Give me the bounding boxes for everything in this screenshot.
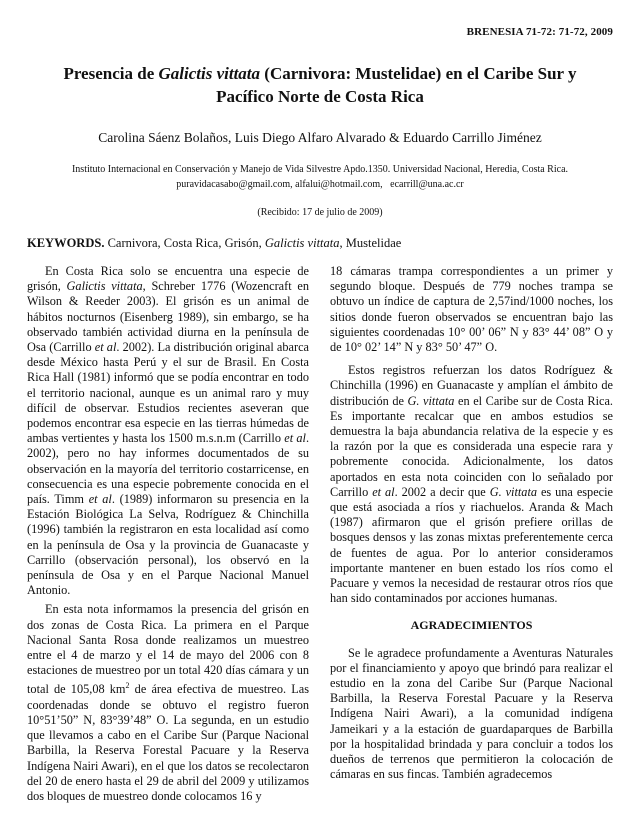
superscript: 2 [125,681,130,691]
title-species: Galictis vittata [158,64,261,83]
paragraph-study-continued [330,264,613,355]
paragraph-intro [27,264,309,598]
keywords-text-end: , Mustelidae [339,236,402,250]
affiliation-emails: puravidacasabo@gmail.com, alfalui@hotmail.com, ecarrill@una.ac.cr [176,179,464,190]
title-line-2: Pacífico Norte de Costa Rica [216,87,424,106]
authors: Carolina Sáenz Bolaños, Luis Diego Alfaro Alvarado & Eduardo Carrillo Jiménez [98,130,542,145]
et-al: et al [94,340,117,355]
paragraph-acknowledgements: Se le agradece profundamente a Aventuras Naturales por el financiamiento y apoyo que brindó para realizar el estudio en la zona del Caribe Sur (Parque Nacional Barbilla, la Reserva Forestal Pacuare y la Reserva Indígena Nairi Awari), a la comunidad indígena Jameikari y a la estación de guardaparques de Barbilla por la hospitalidad brindada y para concluir a todos los dueños de terrenos que permitieron la colocación de cámaras en sus fincas. También agradecemos [330,645,613,782]
et-al: et al [88,492,112,507]
column-right [330,264,613,787]
text-run: En Costa Rica solo se encuentra una especie de grisón, [27,264,309,294]
species-name: G. vittata [407,393,455,408]
species-name: G. vittata [489,484,538,499]
column-left [27,264,309,808]
et-al: et al [284,431,306,446]
paragraph-discussion [330,363,613,606]
text-run: , Schreber 1776 (Wozencraft en Wilson & Reeder 2003). El grisón es un animal de hábitos nocturnos (Eisenberg 1989), sin embargo, se ha observado también actividad diurna en la península de Osa (Carrillo [27,279,309,355]
affiliation-institution: Instituto Internacional en Conservación y Manejo de Vida Silvestre Apdo.1350. Universidad Nacional, Heredia, Costa Rica. [71,164,569,175]
paragraph-study [27,602,309,804]
text-run: 18 cámaras trampa correspondientes a un primer y segundo bloque. Después de 779 noches trampa se obtuvo un índice de captura de 2,57ind/1000 noches, los sitios donde fueron observados se encuentran bajo las siguientes coordenadas 10° 00’ 06” N y 83° 44’ 08” O y de 10° 02’ 14” N y 83° 50’ 47” O. [330,264,613,355]
keywords-text: Carnivora, Costa Rica, Grisón, [104,236,265,250]
acknowledgements-heading: AGRADECIMIENTOS [410,618,533,633]
text-run: de área efectiva de muestreo. Las coordenadas donde se obtuvo el registro fueron 10°51’50” N, 83°39’48” O. La segunda, en un estudio que llevamos a cabo en el Caribe Sur (Parque Nacional Barbilla, la Reserva Forestal Pacuare y la Reserva Indígena Nairi Awari), en el que los datos se recolectaron del 20 de enero hasta el 29 de abril del 2009 y utilizamos dos bloques de muestreo donde colocamos 16 y [27,682,309,803]
text-run: . 2002 a decir que [394,484,490,499]
title-part: (Carnivora: Mustelidae) en el Caribe Sur y [260,64,577,83]
text-run: . (1989) informaron su presencia en la Estación Biológica La Selva, Rodríguez & Chinchilla (1996) también la registraron en esta localidad así como en la península de Osa y la provincia de Guanacaste y Carrillo (observación personal), los observó en la península de Osa y en el Parque Nacional Manuel Antonio. [27,492,310,598]
paper-title [20,62,620,108]
text-run: en el Caribe sur de Costa Rica. Es importante recalcar que en ambos estudios se demuestra la baja abundancia relativa de la especie y es la razón por la que es considerada una especie rara y pobremente conocida. Adicionalmente, los datos aportados en esta nota coinciden con lo señalado por Carrillo [330,393,613,499]
text-run: . 2002), pero no hay informes documentados de su observación en la mayoría del territorio costarricense, en consecuencia es una especie pobremente conocida en el país. Timm [27,431,310,507]
et-al: et al [372,484,395,499]
keywords-species: Galictis vittata [264,236,340,250]
keywords-label: KEYWORDS. [27,236,105,250]
text-run: Estos registros refuerzan los datos Rodríguez & Chinchilla (1996) en Guanacaste y amplían el ámbito de distribución de [330,363,613,408]
keywords [27,236,613,251]
species-name: Galictis vittata [66,279,143,294]
journal-citation: BRENESIA 71-72: 71-72, 2009 [466,26,613,38]
text-run: . 2002). La distribución original abarca desde México hasta Perú y el sur de Brasil. En Costa Rica Hall (1981) informó que se podía encontrar en todo el territorio nacional, aunque es un animal raro y muy difícil de observar. Estudios recientes aseveran que podemos encontrar esa especie en las tierras húmedas de ambas vertientes y hasta los 1500 m.s.n.m (Carrillo [27,340,310,446]
title-part: Presencia de [63,64,159,83]
received-date: (Recibido: 17 de julio de 2009) [257,207,383,218]
text-run: es una especie que está asociada a ríos y riachuelos. Aranda & Mach (1987) afirmaron que el grisón prefiere orillas de bosques densos y las zonas mixtas preferentemente cerca de fuentes de agua. Por lo anterior consideramos importante mantener en buen estado los ríos como el Pacuare y vemos la necesidad de restaurar otros ríos que han sido contaminados por acciones humanas. [330,484,614,606]
text-run: En esta nota informamos la presencia del grisón en dos zonas de Costa Rica. La primera en el Parque Nacional Santa Rosa donde realizamos un muestreo entre el 4 de marzo y el 14 de mayo del 2006 con 8 estaciones de muestreo por un total 420 días cámara y un total de 105,08 km [27,602,309,697]
affiliation [22,162,618,192]
